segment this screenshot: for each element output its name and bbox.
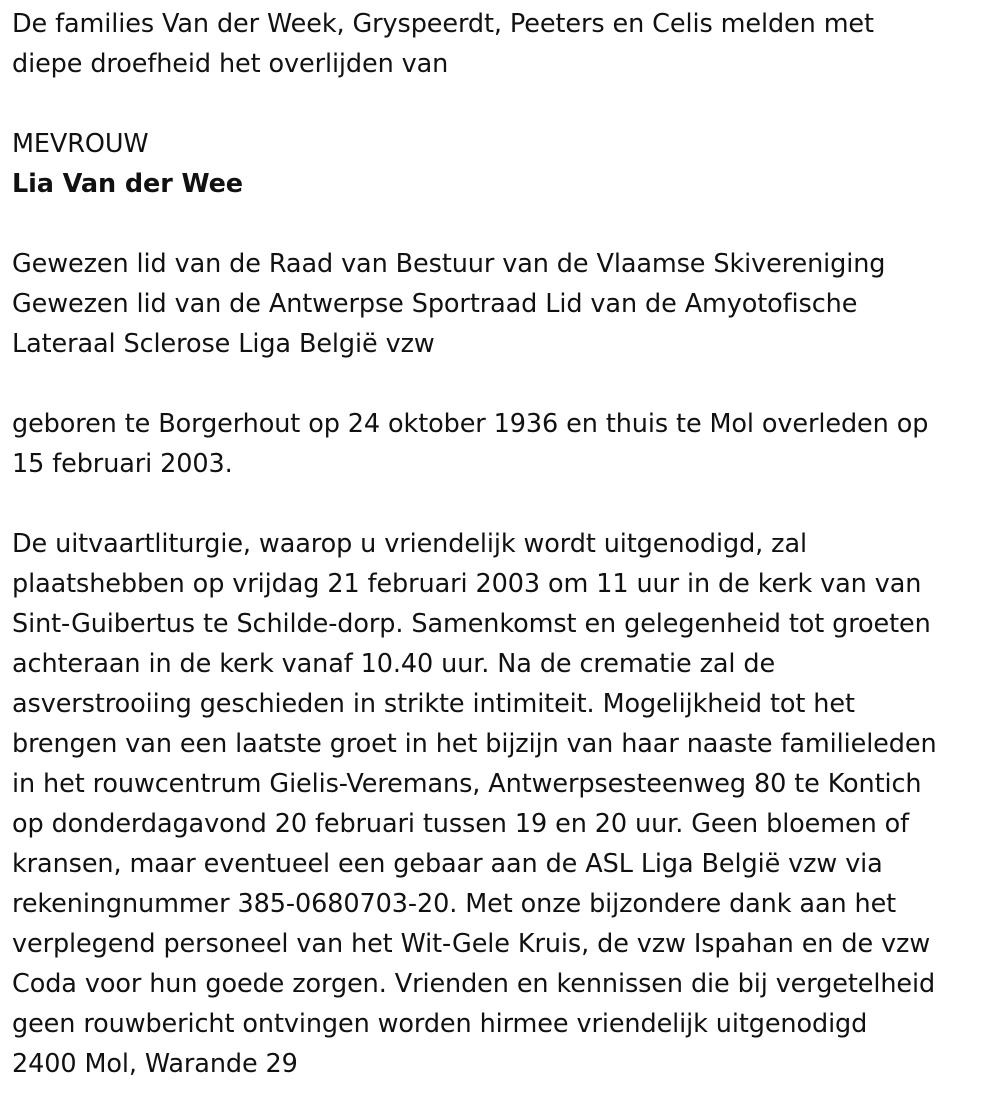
birth-death-line: 15 februari 2003. — [12, 449, 233, 479]
details-line: De uitvaartliturgie, waarop u vriendelijk wordt uitgenodigd, zal — [12, 529, 807, 559]
functions-paragraph — [12, 244, 992, 364]
details-line: geen rouwbericht ontvingen worden hirmee vriendelijk uitgenodigd — [12, 1009, 868, 1039]
intro-line: De families Van der Week, Gryspeerdt, Peeters en Celis melden met — [12, 9, 874, 39]
birth-death-paragraph — [12, 404, 992, 484]
details-line: kransen, maar eventueel een gebaar aan de ASL Liga België vzw via — [12, 849, 883, 879]
details-line: asverstrooiing geschieden in strikte intimiteit. Mogelijkheid tot het — [12, 689, 855, 719]
details-line: Coda voor hun goede zorgen. Vrienden en kennissen die bij vergetelheid — [12, 969, 936, 999]
details-paragraph — [12, 524, 992, 1084]
details-line: plaatshebben op vrijdag 21 februari 2003 om 11 uur in de kerk van van — [12, 569, 922, 599]
birth-death-line: geboren te Borgerhout op 24 oktober 1936 en thuis te Mol overleden op — [12, 409, 929, 439]
deceased-name: Lia Van der Wee — [12, 169, 243, 199]
details-line: Sint-Guibertus te Schilde-dorp. Samenkomst en gelegenheid tot groeten — [12, 609, 931, 639]
obituary-document — [12, 4, 992, 1084]
details-line: brengen van een laatste groet in het bijzijn van haar naaste familieleden — [12, 729, 937, 759]
details-line: achteraan in de kerk vanaf 10.40 uur. Na de crematie zal de — [12, 649, 776, 679]
intro-line: diepe droefheid het overlijden van — [12, 49, 449, 79]
paragraph-gap — [12, 364, 992, 404]
details-line: verplegend personeel van het Wit-Gele Kruis, de vzw Ispahan en de vzw — [12, 929, 931, 959]
paragraph-gap — [12, 84, 992, 124]
paragraph-gap — [12, 204, 992, 244]
details-line: in het rouwcentrum Gielis-Veremans, Antwerpsesteenweg 80 te Kontich — [12, 769, 922, 799]
address-line: 2400 Mol, Warande 29 — [12, 1049, 298, 1079]
salutation: MEVROUW — [12, 129, 149, 159]
details-line: rekeningnummer 385-0680703-20. Met onze bijzondere dank aan het — [12, 889, 897, 919]
details-line: op donderdagavond 20 februari tussen 19 en 20 uur. Geen bloemen of — [12, 809, 910, 839]
functions-line: Gewezen lid van de Raad van Bestuur van de Vlaamse Skivereniging — [12, 249, 886, 279]
intro-paragraph — [12, 4, 992, 84]
functions-line: Gewezen lid van de Antwerpse Sportraad Lid van de Amyotofische — [12, 289, 858, 319]
paragraph-gap — [12, 484, 992, 524]
functions-line: Lateraal Sclerose Liga België vzw — [12, 329, 435, 359]
